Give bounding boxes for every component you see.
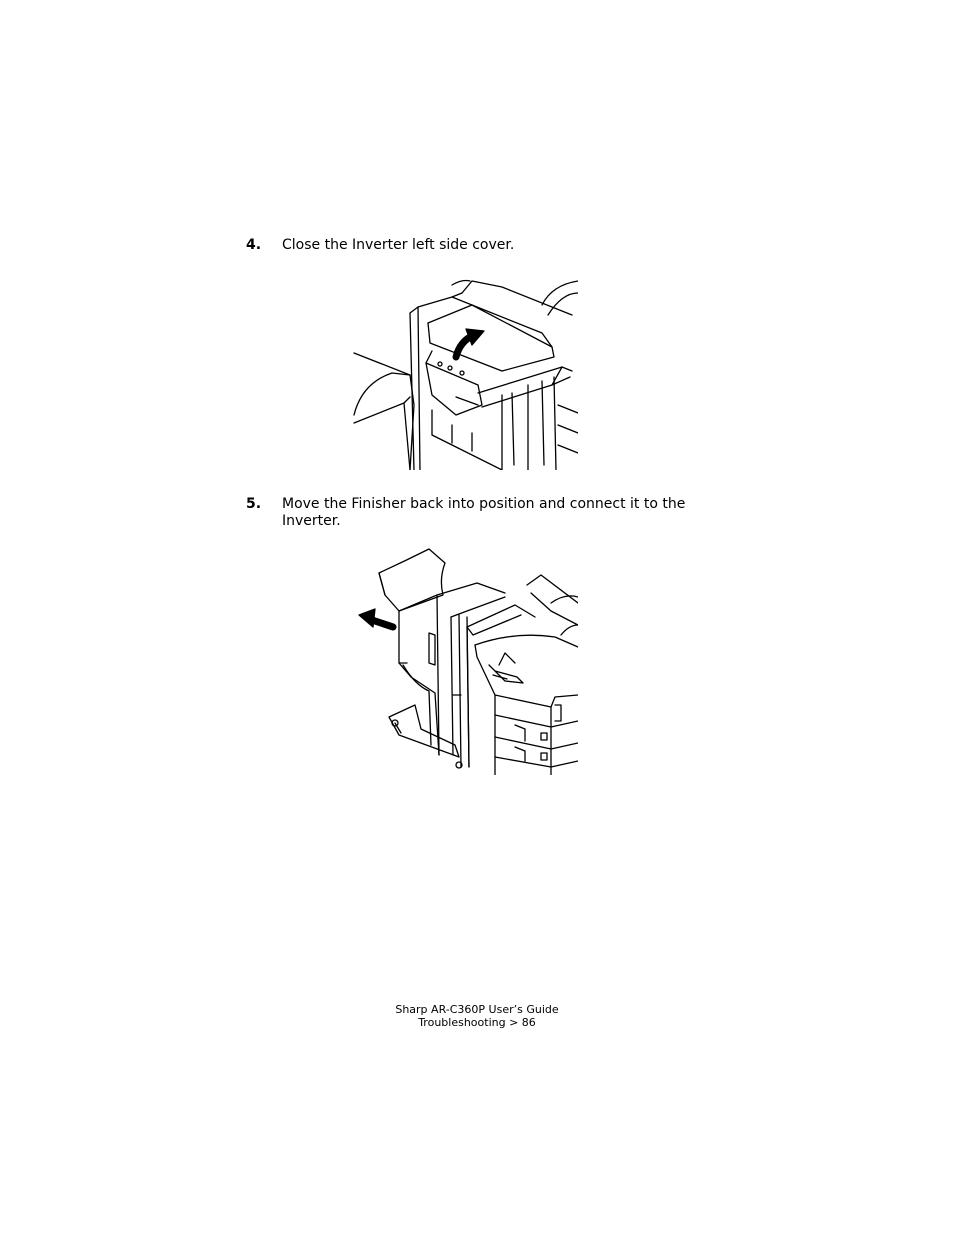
inverter-cover-illustration	[352, 275, 578, 470]
step-number: 5.	[246, 496, 262, 512]
step-text: Move the Finisher back into position and connect it to the Inverter.	[282, 496, 686, 529]
finisher-reconnect-illustration	[355, 545, 578, 775]
footer-page-ref: Troubleshooting > 86	[418, 1016, 536, 1029]
step-text: Close the Inverter left side cover.	[282, 237, 515, 253]
footer-title: Sharp AR-C360P User’s Guide	[395, 1003, 559, 1016]
step-number: 4.	[246, 237, 262, 253]
